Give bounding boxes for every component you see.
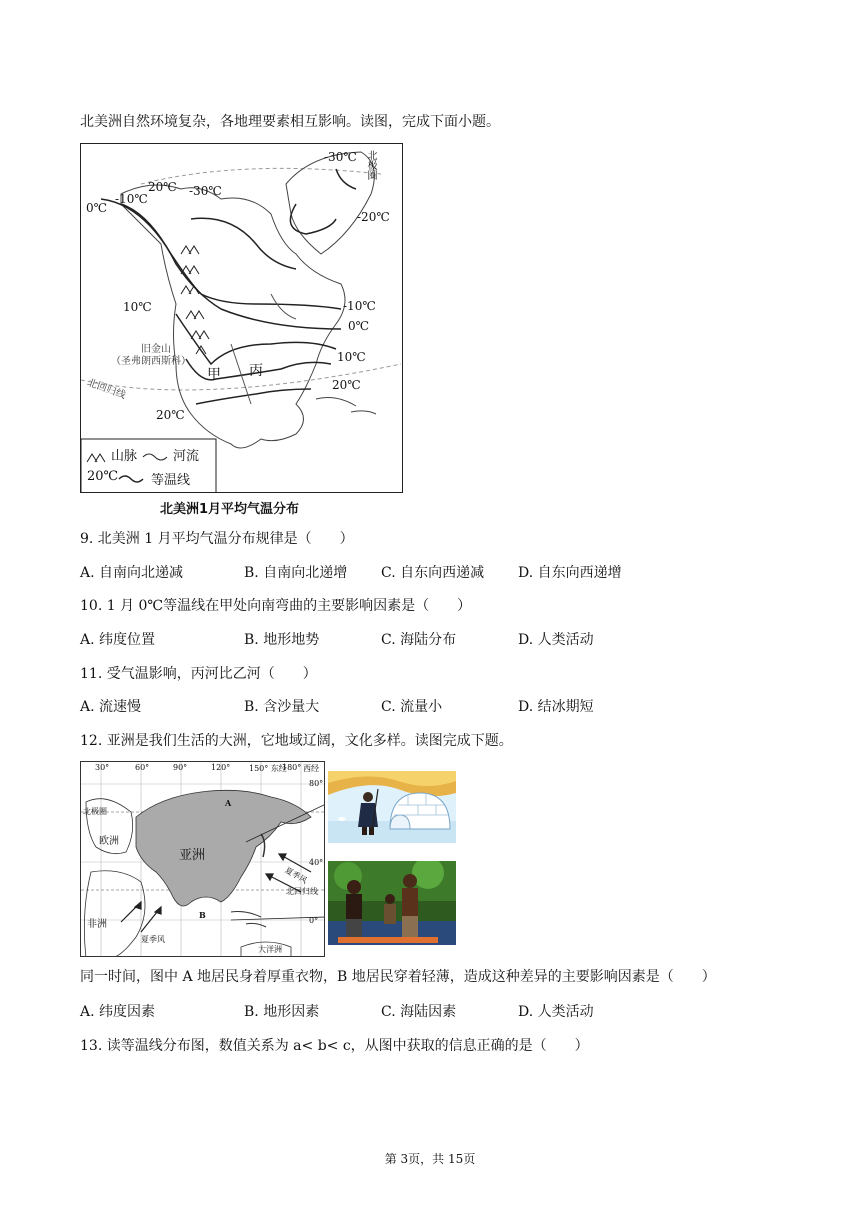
lon-180: 180° — [282, 763, 302, 772]
lon-120: 120° — [211, 763, 231, 772]
q12-option-a[interactable]: A. 纬度因素 — [80, 1004, 156, 1020]
label-arctic-circle-asia: 北极圈 — [83, 807, 107, 816]
label-iso-m10: -10℃ — [115, 192, 148, 206]
lat-80: 80° — [309, 779, 324, 788]
label-tropic-asia: 北回归线 — [286, 887, 318, 896]
q10-option-d[interactable]: D. 人类活动 — [518, 632, 594, 648]
lat-0: 0° — [309, 916, 319, 925]
q9-option-c[interactable]: C. 自东向西递减 — [381, 565, 485, 581]
q13-stem: 13. 读等温线分布图，数值关系为 a< b< c，从图中获取的信息正确的是（ ） — [80, 1038, 589, 1054]
q11-option-b[interactable]: B. 含沙量大 — [244, 699, 320, 715]
label-jia: 甲 — [207, 367, 221, 383]
label-iso-m10-right: -10℃ — [343, 299, 376, 313]
label-asia: 亚洲 — [179, 848, 206, 863]
q11-option-a[interactable]: A. 流速慢 — [80, 699, 142, 715]
label-point-b: B — [199, 910, 206, 920]
q10-option-b[interactable]: B. 地形地势 — [244, 632, 320, 648]
label-point-a: A — [225, 798, 232, 808]
legend-isotherm-value: 20℃ — [87, 469, 119, 484]
q10-option-a[interactable]: A. 纬度位置 — [80, 632, 156, 648]
q10-option-c[interactable]: C. 海陆分布 — [381, 632, 457, 648]
page-footer: 第 3页，共 15页 — [384, 1152, 476, 1166]
tropical-children-image — [328, 861, 456, 945]
west-longitude: 西经 — [303, 764, 319, 773]
q12-stem: 12. 亚洲是我们生活的大洲，它地域辽阔，文化多样。读图完成下题。 — [80, 733, 513, 749]
lon-90: 90° — [173, 763, 188, 772]
label-europe: 欧洲 — [99, 836, 119, 847]
lon-150: 150° 东经 — [249, 764, 287, 773]
q12-question: 同一时间，图中 A 地居民身着厚重衣物，B 地居民穿着轻薄，造成这种差异的主要影响因素是（ ） — [80, 969, 716, 985]
q12-option-b[interactable]: B. 地形因素 — [244, 1004, 320, 1020]
label-iso-20-top: 20℃ — [148, 180, 177, 194]
north-america-isotherm-map — [80, 143, 403, 493]
label-iso-20-bottom: 20℃ — [156, 408, 185, 422]
asia-map — [80, 761, 325, 957]
map1-caption: 北美洲1月平均气温分布 — [160, 502, 300, 517]
label-san-francisco-alt: （圣弗朗西斯科） — [111, 356, 191, 367]
lon-60: 60° — [135, 763, 150, 772]
label-summer-monsoon-south: 夏季风 — [141, 935, 165, 944]
q9-option-d[interactable]: D. 自东向西递增 — [518, 565, 622, 581]
label-iso-0: 0℃ — [86, 201, 108, 215]
label-tropic-of-cancer: 北回归线 — [85, 377, 127, 402]
label-arctic-circle: 北极圈 — [365, 150, 376, 180]
lon-30: 30° — [95, 763, 110, 772]
label-iso-10-right: 10℃ — [337, 350, 366, 364]
q11-option-d[interactable]: D. 结冰期短 — [518, 699, 594, 715]
legend-mountain-label: 山脉 — [111, 449, 138, 464]
q10-stem: 10. 1 月 0℃等温线在甲处向南弯曲的主要影响因素是（ ） — [80, 598, 472, 614]
label-iso-0-right: 0℃ — [348, 319, 370, 333]
label-iso-20-right: 20℃ — [332, 378, 361, 392]
q11-option-c[interactable]: C. 流量小 — [381, 699, 443, 715]
intro-text: 北美洲自然环境复杂，各地理要素相互影响。读图，完成下面小题。 — [80, 114, 500, 130]
label-summer-monsoon-east: 夏季风 — [283, 865, 309, 886]
q12-option-d[interactable]: D. 人类活动 — [518, 1004, 594, 1020]
label-iso-m30: -30℃ — [324, 150, 357, 164]
label-san-francisco: 旧金山 — [141, 344, 171, 355]
q12-option-c[interactable]: C. 海陆因素 — [381, 1004, 457, 1020]
arctic-igloo-image — [328, 771, 456, 843]
label-africa: 非洲 — [87, 919, 107, 930]
label-bing: 丙 — [249, 363, 263, 379]
legend-river-label: 河流 — [173, 449, 200, 464]
q9-stem: 9. 北美洲 1 月平均气温分布规律是（ ） — [80, 531, 354, 547]
label-iso-m20: -20℃ — [357, 210, 390, 224]
label-iso-10-left: 10℃ — [123, 300, 152, 314]
q9-option-a[interactable]: A. 自南向北递减 — [80, 565, 184, 581]
q9-option-b[interactable]: B. 自南向北递增 — [244, 565, 348, 581]
label-oceania: 大洋洲 — [258, 945, 282, 954]
label-iso-m30b: -30℃ — [189, 184, 222, 198]
lat-40: 40° — [309, 858, 324, 867]
legend-isotherm-label: 等温线 — [151, 473, 191, 488]
q11-stem: 11. 受气温影响，丙河比乙河（ ） — [80, 666, 317, 682]
